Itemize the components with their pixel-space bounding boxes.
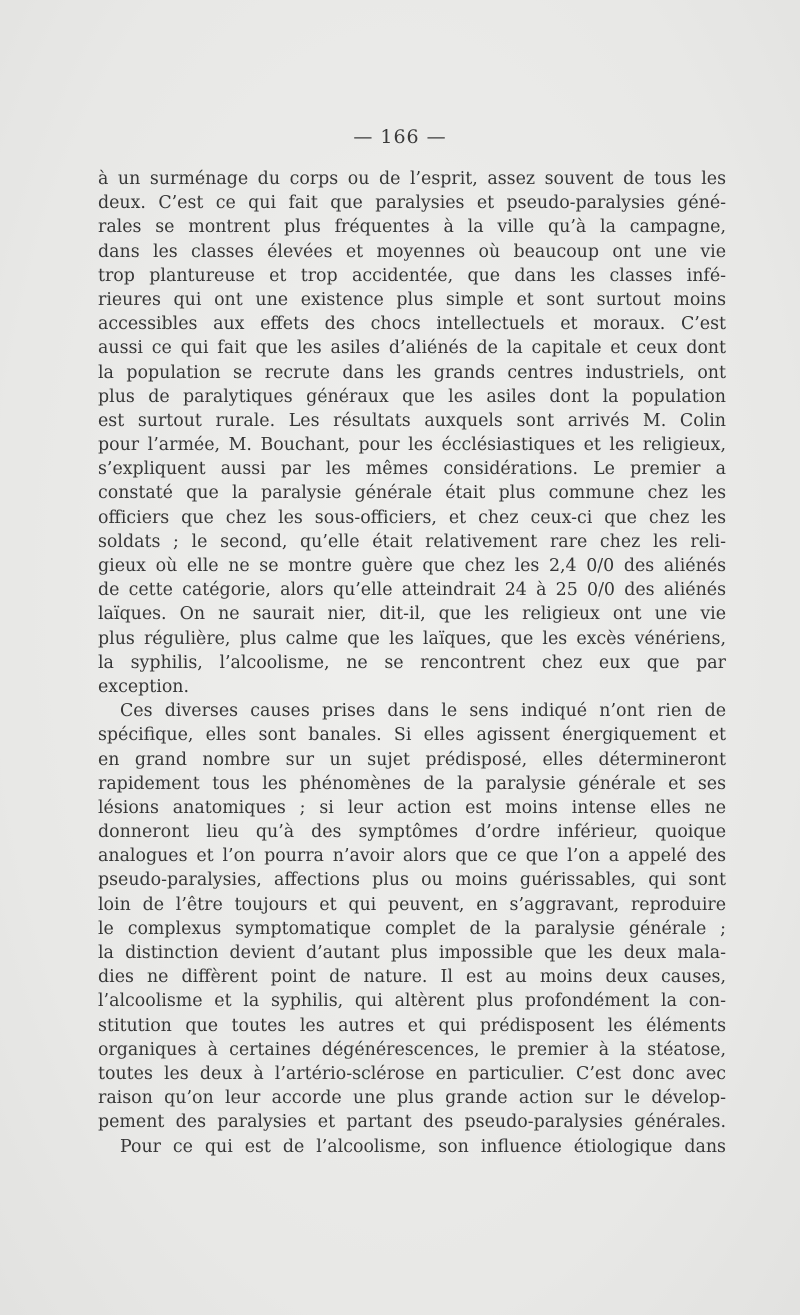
paragraph-3 bbox=[98, 1135, 726, 1159]
text-line: Pour ce qui est de l’alcoolisme, son influence étiologique dans bbox=[120, 1136, 726, 1157]
text-line: soldats ; le second, qu’elle était relativement rare chez les reli- bbox=[98, 531, 726, 552]
text-line: de cette catégorie, alors qu’elle atteindrait 24 à 25 0/0 des aliénés bbox=[98, 580, 726, 601]
text-line: pement des paralysies et partant des pseudo-paralysies générales. bbox=[98, 1112, 726, 1133]
text-line: spécifique, elles sont banales. Si elles agissent énergiquement et bbox=[98, 725, 726, 746]
text-line: gieux où elle ne se montre guère que chez les 2,4 0/0 des aliénés bbox=[98, 556, 726, 576]
text-line: dies ne diffèrent point de nature. Il est au moins deux causes, bbox=[98, 967, 726, 988]
text-line: laïques. On ne saurait nier, dit-il, que les religieux ont une vie bbox=[98, 604, 726, 625]
text-line: stitution que toutes les autres et qui prédisposent les éléments bbox=[98, 1015, 726, 1036]
text-line: la syphilis, l’alcoolisme, ne se rencontrent chez eux que par bbox=[98, 652, 726, 673]
text-line: dans les classes élevées et moyennes où beaucoup ont une vie bbox=[98, 241, 726, 262]
text-line: loin de l’être toujours et qui peuvent, en s’aggravant, reproduire bbox=[98, 894, 726, 915]
text-line: à un surménage du corps ou de l’esprit, assez souvent de tous les bbox=[98, 169, 726, 189]
text-line: raison qu’on leur accorde une plus grande action sur le dévelop- bbox=[98, 1088, 726, 1109]
text-line: analogues et l’on pourra n’avoir alors que ce que l’on a appelé des bbox=[98, 846, 726, 867]
text-line: rieures qui ont une existence plus simple et sont surtout moins bbox=[98, 289, 726, 310]
text-line: en grand nombre sur un sujet prédisposé, elles détermineront bbox=[98, 749, 726, 770]
page-number: — 166 — bbox=[353, 126, 447, 148]
text-line: plus de paralytiques généraux que les asiles dont la population bbox=[98, 386, 726, 407]
paragraph-2 bbox=[98, 699, 726, 1134]
text-line: donneront lieu qu’à des symptômes d’ordre inférieur, quoique bbox=[98, 822, 726, 843]
text-line: aussi ce qui fait que les asiles d’aliénés de la capitale et ceux dont bbox=[98, 338, 726, 359]
text-line: le complexus symptomatique complet de la paralysie générale ; bbox=[98, 918, 726, 939]
text-line: pseudo-paralysies, affections plus ou moins guérissables, qui sont bbox=[98, 870, 726, 891]
text-line: la population se recrute dans les grands centres industriels, ont bbox=[98, 362, 726, 383]
text-line: exception. bbox=[98, 676, 190, 697]
text-line: trop plantureuse et trop accidentée, que dans les classes infé- bbox=[98, 265, 726, 286]
text-line: organiques à certaines dégénérescences, le premier à la stéatose, bbox=[98, 1039, 726, 1060]
text-line: officiers que chez les sous-officiers, et chez ceux-ci que chez les bbox=[98, 507, 726, 528]
text-line: constaté que la paralysie générale était plus commune chez les bbox=[98, 483, 726, 504]
paragraph-1 bbox=[98, 167, 726, 699]
text-line: l’alcoolisme et la syphilis, qui altèrent plus profondément la con- bbox=[98, 991, 726, 1012]
text-line: est surtout rurale. Les résultats auxquels sont arrivés M. Colin bbox=[98, 410, 726, 431]
text-line: deux. C’est ce qui fait que paralysies et pseudo-paralysies géné- bbox=[98, 193, 726, 214]
text-line: accessibles aux effets des chocs intellectuels et moraux. C’est bbox=[98, 314, 726, 335]
text-line: toutes les deux à l’artério-sclérose en particulier. C’est donc avec bbox=[98, 1063, 726, 1084]
text-line: lésions anatomiques ; si leur action est moins intense elles ne bbox=[98, 797, 726, 818]
text-line: plus régulière, plus calme que les laïques, que les excès vénériens, bbox=[98, 628, 726, 649]
text-line: rapidement tous les phénomènes de la paralysie générale et ses bbox=[98, 773, 726, 794]
text-line: pour l’armée, M. Bouchant, pour les écclésiastiques et les religieux, bbox=[98, 435, 726, 456]
text-line: s’expliquent aussi par les mêmes considérations. Le premier a bbox=[98, 459, 726, 480]
text-line: la distinction devient d’autant plus impossible que les deux mala- bbox=[98, 943, 726, 963]
text-line: rales se montrent plus fréquentes à la ville qu’à la campagne, bbox=[98, 217, 726, 238]
text-line: Ces diverses causes prises dans le sens indiqué n’ont rien de bbox=[120, 701, 726, 722]
body-text bbox=[98, 167, 726, 1159]
